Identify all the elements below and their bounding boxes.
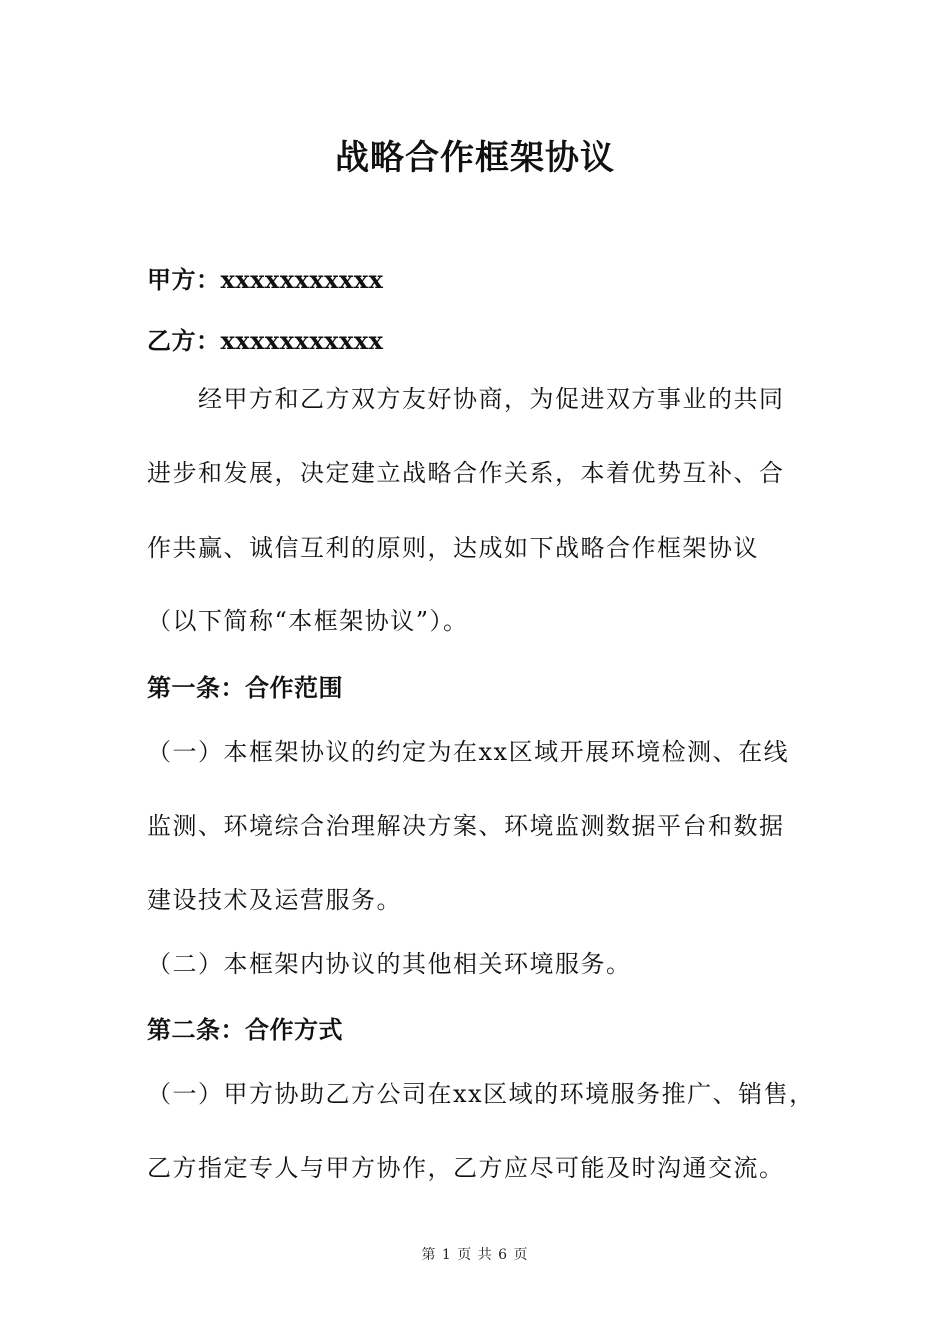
article1-heading: 第一条：合作范围 bbox=[147, 673, 343, 702]
article2-line-2: 乙方指定专人与甲方协作，乙方应尽可能及时沟通交流。 bbox=[147, 1154, 785, 1182]
article1-line-2: 监测、环境综合治理解决方案、环境监测数据平台和数据 bbox=[147, 812, 785, 840]
party-a: 甲方：xxxxxxxxxxx bbox=[147, 265, 384, 294]
party-b: 乙方：xxxxxxxxxxx bbox=[147, 326, 384, 355]
article2-heading: 第二条：合作方式 bbox=[147, 1015, 343, 1044]
document-title: 战略合作框架协议 bbox=[335, 138, 615, 178]
intro-line-3: 作共赢、诚信互利的原则，达成如下战略合作框架协议 bbox=[147, 534, 759, 562]
intro-line-1: 经甲方和乙方双方友好协商，为促进双方事业的共同 bbox=[147, 385, 785, 413]
page-footer: 第 1 页 共 6 页 bbox=[421, 1247, 529, 1263]
intro-line-2: 进步和发展，决定建立战略合作关系，本着优势互补、合 bbox=[147, 459, 785, 487]
article1-line-1: （一）本框架协议的约定为在xx区域开展环境检测、在线 bbox=[147, 738, 790, 766]
article1-line-3: 建设技术及运营服务。 bbox=[147, 886, 402, 914]
article1-line-4: （二）本框架内协议的其他相关环境服务。 bbox=[147, 950, 632, 978]
intro-line-4: （以下简称“本框架协议”）。 bbox=[147, 607, 469, 635]
article2-line-1: （一）甲方协助乙方公司在xx区域的环境服务推广、销售， bbox=[147, 1080, 815, 1108]
